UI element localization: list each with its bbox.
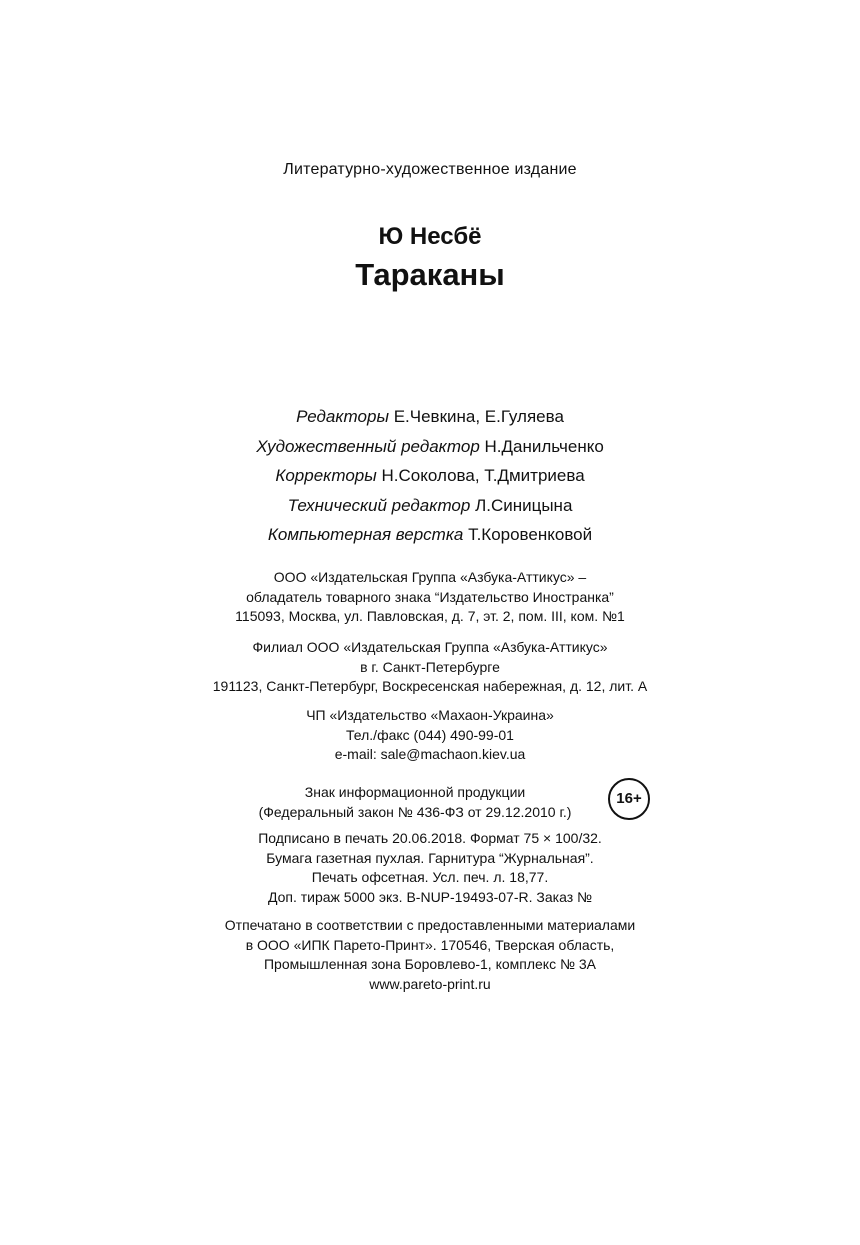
author-name: Ю Несбё xyxy=(378,223,482,250)
branch-line: в г. Санкт-Петербурге xyxy=(360,658,500,675)
print-info-line: Бумага газетная пухлая. Гарнитура “Журнальная”. xyxy=(266,849,594,866)
info-sign-line: (Федеральный закон № 436-ФЗ от 29.12.2010 г.) xyxy=(258,803,572,820)
print-info-line: Доп. тираж 5000 экз. B-NUP-19493-07-R. Заказ № xyxy=(267,888,593,905)
credit-names: Е.Чевкина, Е.Гуляева xyxy=(393,407,564,426)
printer-line: Отпечатано в соответствии с предоставленными материалами xyxy=(224,917,636,933)
branch-line: 191123, Санкт-Петербург, Воскресенская набережная, д. 12, лит. А xyxy=(212,678,648,695)
credit-names: Н.Данильченко xyxy=(484,436,604,456)
credit-role: Компьютерная верстка xyxy=(267,525,464,544)
publisher-line: обладатель товарного знака “Издательство Иностранка” xyxy=(246,588,614,605)
print-info-line: Печать офсетная. Усл. печ. л. 18,77. xyxy=(311,869,549,886)
ukraine-line: Тел./факс (044) 490-99-01 xyxy=(346,726,514,743)
printer-block xyxy=(0,916,860,994)
credit-names: Т.Коровенковой xyxy=(468,525,593,544)
credit-names: Н.Соколова, Т.Дмитриева xyxy=(381,466,585,485)
credit-role: Технический редактор xyxy=(287,495,471,515)
ukraine-line: ЧП «Издательство «Махаон-Украина» xyxy=(306,707,554,723)
publisher-block xyxy=(0,568,860,627)
branch-block xyxy=(0,638,860,697)
book-title: Тараканы xyxy=(355,257,505,292)
print-info-line: Подписано в печать 20.06.2018. Формат 75 × 100/32. xyxy=(258,830,602,846)
ukraine-block xyxy=(0,706,860,765)
printer-line: в ООО «ИПК Парето-Принт». 170546, Тверская область, xyxy=(245,936,615,953)
credit-editors xyxy=(0,402,860,432)
age-rating-badge: 16+ xyxy=(608,778,650,820)
ukraine-line: e-mail: sale@machaon.kiev.ua xyxy=(334,746,526,763)
credits-list xyxy=(0,402,860,550)
info-sign-block xyxy=(230,783,600,822)
credit-proofreaders xyxy=(0,461,860,491)
genre-line: Литературно-художественное издание xyxy=(283,161,577,178)
credit-role: Редакторы xyxy=(296,407,389,426)
credit-names: Л.Синицына xyxy=(475,495,573,515)
credit-role: Корректоры xyxy=(275,466,377,485)
credit-art-editor xyxy=(0,432,860,462)
credit-tech-editor xyxy=(0,491,860,521)
publisher-line: 115093, Москва, ул. Павловская, д. 7, эт. 2, пом. III, ком. №1 xyxy=(235,608,625,625)
credit-role: Художественный редактор xyxy=(256,436,480,456)
printer-website: www.pareto-print.ru xyxy=(369,975,491,992)
info-sign-line: Знак информационной продукции xyxy=(304,784,526,800)
branch-line: Филиал ООО «Издательская Группа «Азбука-Аттикус» xyxy=(252,639,608,655)
print-info-block xyxy=(0,829,860,907)
printer-line: Промышленная зона Боровлево-1, комплекс № 3А xyxy=(263,956,597,973)
publisher-line: ООО «Издательская Группа «Азбука-Аттикус» – xyxy=(273,569,587,585)
credit-layout xyxy=(0,520,860,550)
